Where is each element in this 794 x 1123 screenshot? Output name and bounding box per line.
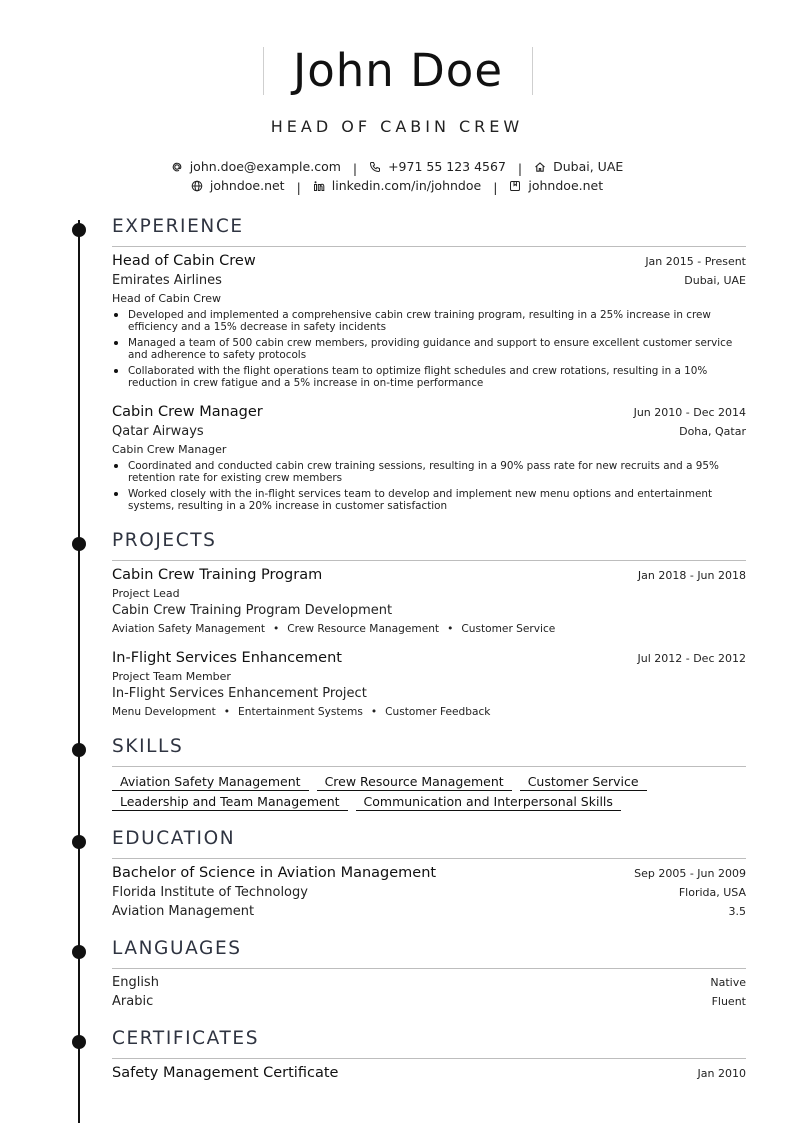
- project-entry-1-keywords: [112, 623, 555, 635]
- section-title-projects: PROJECTS: [112, 530, 217, 551]
- timeline-dot: [72, 223, 86, 237]
- keyword-separator: •: [447, 623, 454, 635]
- language-row: [112, 994, 746, 1009]
- section-title-education: EDUCATION: [112, 828, 236, 849]
- keyword: Entertainment Systems: [238, 706, 363, 718]
- education-header: [112, 865, 746, 881]
- project-description: In-Flight Services Enhancement Project: [112, 686, 367, 701]
- keyword: Customer Service: [461, 623, 556, 635]
- job-date: Jun 2010 - Dec 2014: [633, 406, 746, 419]
- gpa-score: 3.5: [728, 905, 746, 918]
- timeline-dot: [72, 537, 86, 551]
- job-role: Cabin Crew Manager: [112, 443, 227, 456]
- experience-entry-1-company: [112, 273, 746, 288]
- project-entry-1-role: [112, 587, 746, 600]
- section-divider: [112, 766, 746, 767]
- list-item: Developed and implemented a comprehensive cabin crew training program, resulting in a 25% increase in crew efficiency and a 15% decrease in safety incidents: [112, 309, 736, 333]
- location-item: [534, 159, 623, 174]
- project-entry-2-role: [112, 670, 746, 683]
- project-role: Project Lead: [112, 587, 180, 600]
- keyword-separator: •: [223, 706, 231, 718]
- keyword: Aviation Safety Management: [112, 623, 266, 635]
- keyword: Customer Feedback: [385, 706, 491, 718]
- skills-row-1: [112, 774, 647, 791]
- separator: |: [296, 179, 301, 195]
- job-location: Doha, Qatar: [679, 425, 746, 438]
- at-icon: [171, 161, 183, 173]
- contact-row-2: [0, 178, 794, 195]
- linkedin-item[interactable]: [313, 178, 481, 193]
- section-divider: [112, 1058, 746, 1059]
- company-name: Emirates Airlines: [112, 273, 222, 288]
- language-level: Fluent: [711, 995, 746, 1008]
- portfolio-text: johndoe.net: [528, 178, 604, 193]
- section-title-experience: EXPERIENCE: [112, 216, 244, 237]
- experience-entry-2-bullets: [112, 460, 736, 516]
- skills-row-2: [112, 794, 621, 811]
- experience-entry-2-role: [112, 443, 746, 456]
- linkedin-icon: [313, 180, 325, 192]
- timeline-dot: [72, 743, 86, 757]
- home-icon: [534, 161, 546, 173]
- phone-item[interactable]: [369, 159, 506, 174]
- email-item[interactable]: [171, 159, 341, 174]
- language-row: [112, 975, 746, 990]
- job-role: Head of Cabin Crew: [112, 292, 222, 305]
- company-name: Qatar Airways: [112, 424, 204, 439]
- skill-chip: Communication and Interpersonal Skills: [356, 794, 621, 811]
- separator: |: [517, 160, 523, 176]
- keyword: Menu Development: [112, 706, 216, 718]
- education-school-row: [112, 885, 746, 900]
- timeline-line: [78, 220, 80, 1123]
- job-date: Jan 2015 - Present: [645, 255, 746, 268]
- school-location: Florida, USA: [678, 886, 746, 899]
- list-item: Worked closely with the in-flight services team to develop and implement new menu options and entertainment systems, resulting in a 20% increase in customer satisfaction: [112, 488, 736, 512]
- job-title: Cabin Crew Manager: [112, 404, 263, 420]
- section-title-certificates: CERTIFICATES: [112, 1028, 260, 1049]
- section-divider: [112, 858, 746, 859]
- job-title: Head of Cabin Crew: [112, 253, 256, 269]
- language-name: English: [112, 975, 159, 990]
- name-frame: [263, 44, 533, 97]
- section-title-languages: LANGUAGES: [112, 938, 242, 959]
- project-entry-2-header: [112, 650, 746, 666]
- section-divider: [112, 560, 746, 561]
- section-divider: [112, 246, 746, 247]
- skill-chip: Aviation Safety Management: [112, 774, 309, 791]
- headline: HEAD OF CABIN CREW: [270, 117, 524, 136]
- project-entry-1-description: [112, 603, 746, 618]
- section-divider: [112, 968, 746, 969]
- skill-chip: Customer Service: [520, 774, 647, 791]
- project-entry-2-keywords: [112, 706, 490, 718]
- project-entry-2-description: [112, 686, 746, 701]
- project-title: Cabin Crew Training Program: [112, 567, 323, 583]
- experience-entry-2-header: [112, 404, 746, 420]
- experience-entry-2-company: [112, 424, 746, 439]
- keyword: Crew Resource Management: [287, 623, 440, 635]
- candidate-name: John Doe: [292, 44, 504, 97]
- timeline-dot: [72, 835, 86, 849]
- certificate-name: Safety Management Certificate: [112, 1065, 339, 1081]
- project-role: Project Team Member: [112, 670, 231, 683]
- language-level: Native: [710, 976, 746, 989]
- phone-text: +971 55 123 4567: [388, 159, 506, 174]
- experience-entry-1-bullets: [112, 309, 736, 393]
- location-text: Dubai, UAE: [553, 159, 624, 174]
- list-item: Collaborated with the flight operations team to optimize flight schedules and crew rotations, resulting in a 10% reduction in crew fatigue and a 5% increase in on-time performance: [112, 365, 736, 389]
- keyword-separator: •: [370, 706, 378, 718]
- project-date: Jul 2012 - Dec 2012: [637, 652, 746, 665]
- list-item: Coordinated and conducted cabin crew training sessions, resulting in a 90% pass rate for new recruits and a 95% retention rate for existing crew members: [112, 460, 736, 484]
- project-title: In-Flight Services Enhancement: [112, 650, 342, 666]
- website-text: johndoe.net: [209, 178, 285, 193]
- globe-icon: [191, 180, 203, 192]
- bookmark-icon: [509, 180, 521, 192]
- timeline-dot: [72, 1035, 86, 1049]
- school-name: Florida Institute of Technology: [112, 885, 308, 900]
- skill-chip: Leadership and Team Management: [112, 794, 348, 811]
- project-entry-1-header: [112, 567, 746, 583]
- email-text: john.doe@example.com: [189, 159, 341, 174]
- keyword-separator: •: [273, 623, 280, 635]
- separator: |: [493, 179, 498, 195]
- linkedin-text: linkedin.com/in/johndoe: [331, 178, 482, 193]
- contact-row-1: [0, 159, 794, 176]
- experience-entry-1-role: [112, 292, 746, 305]
- list-item: Managed a team of 500 cabin crew members, providing guidance and support to ensure excellent customer service and adherence to safety protocols: [112, 337, 736, 361]
- job-location: Dubai, UAE: [684, 274, 746, 287]
- certificate-row: [112, 1065, 746, 1081]
- timeline-dot: [72, 945, 86, 959]
- language-name: Arabic: [112, 994, 154, 1009]
- project-description: Cabin Crew Training Program Development: [112, 603, 393, 618]
- section-title-skills: SKILLS: [112, 736, 184, 757]
- separator: |: [352, 160, 358, 176]
- experience-entry-1-header: [112, 253, 746, 269]
- education-date: Sep 2005 - Jun 2009: [634, 867, 746, 880]
- portfolio-item[interactable]: [509, 178, 603, 193]
- education-field-row: [112, 904, 746, 919]
- phone-icon: [369, 161, 381, 173]
- website-item[interactable]: [191, 178, 285, 193]
- skill-chip: Crew Resource Management: [317, 774, 512, 791]
- certificate-date: Jan 2010: [697, 1067, 746, 1080]
- project-date: Jan 2018 - Jun 2018: [637, 569, 746, 582]
- degree: Bachelor of Science in Aviation Management: [112, 865, 437, 881]
- field-of-study: Aviation Management: [112, 904, 255, 919]
